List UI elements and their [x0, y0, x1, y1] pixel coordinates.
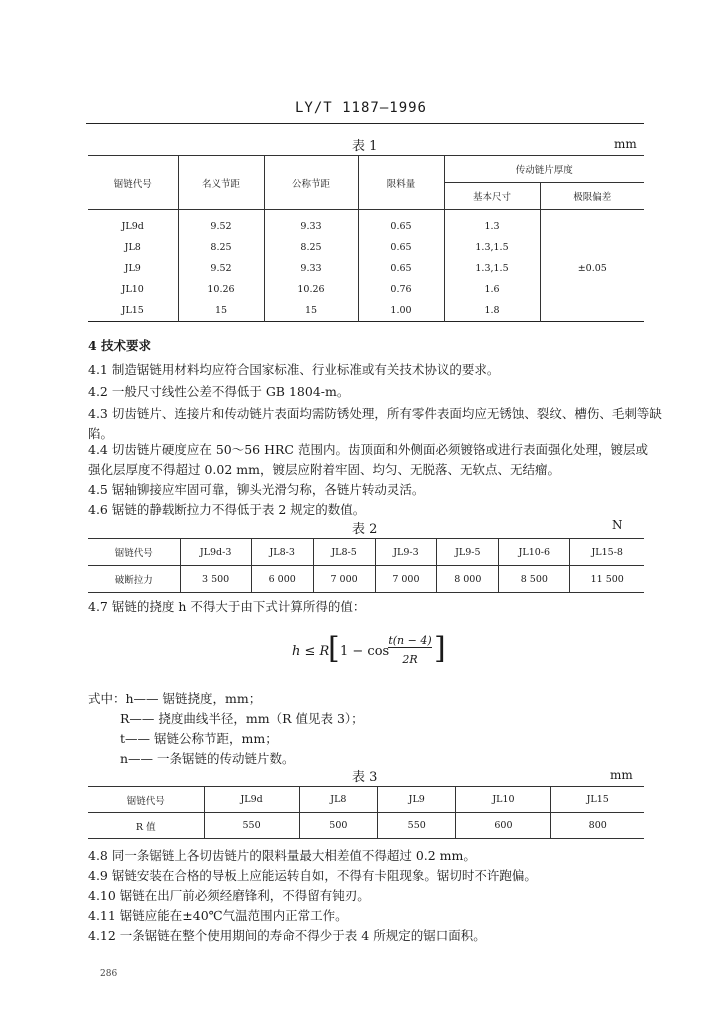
table-3 [88, 786, 644, 839]
paragraph: 4.12 一条锯链在整个使用期间的寿命不得少于表 4 所规定的锯口面积。 [88, 928, 486, 943]
cell: 500 [299, 813, 377, 839]
cell: 7 000 [313, 566, 375, 593]
cell: JL8 [299, 787, 377, 813]
table-row [88, 210, 644, 238]
cell: 11 500 [570, 566, 644, 593]
cell: 1.8 [444, 300, 540, 322]
header-pitch: 公称节距 [264, 156, 358, 210]
cell: 9.52 [178, 258, 264, 279]
header-kerf: 限料量 [358, 156, 444, 210]
table1-unit: mm [614, 137, 637, 151]
cell: 8.25 [264, 237, 358, 258]
paragraph: 4.10 锯链在出厂前必须经磨锋利，不得留有钝刃。 [88, 888, 370, 903]
cell: JL9-5 [437, 539, 499, 566]
cell: R 值 [88, 813, 204, 839]
table3-unit: mm [610, 768, 633, 782]
table-row [88, 539, 644, 566]
cell: 0.76 [358, 279, 444, 300]
table-2 [88, 538, 644, 593]
paragraph: 4.2 一般尺寸线性公差不得低于 GB 1804-m。 [88, 384, 350, 399]
cell: JL9 [88, 258, 178, 279]
table-row [88, 787, 644, 813]
cell: JL15-8 [570, 539, 644, 566]
cell: 9.33 [264, 258, 358, 279]
table2-caption: 表 2 [352, 522, 378, 537]
paragraph: 4.6 锯链的静载断拉力不得低于表 2 规定的数值。 [88, 502, 366, 517]
cell: 3 500 [180, 566, 251, 593]
cell: JL10 [456, 787, 551, 813]
paragraph: 4.11 锯链应能在±40℃气温范围内正常工作。 [88, 908, 348, 923]
formula-denominator: 2R [402, 653, 418, 666]
page-number: 286 [100, 969, 118, 979]
header-code: 锯链代号 [88, 156, 178, 210]
cell: JL8-5 [313, 539, 375, 566]
paragraph: 4.1 制造锯链用材料均应符合国家标准、行业标准或有关技术协议的要求。 [88, 362, 500, 377]
paragraph: 强化层厚度不得超过 0.02 mm，镀层应附着牢固、均匀、无脱落、无软点、无结瘤。 [88, 462, 560, 477]
header-drive-thickness: 传动链片厚度 [444, 156, 644, 183]
where-intro: 式中：h—— 锯链挠度，mm； [88, 691, 262, 706]
cell: 1.6 [444, 279, 540, 300]
header-tolerance: 极限偏差 [540, 183, 644, 210]
cell: 8.25 [178, 237, 264, 258]
cell: 1.3,1.5 [444, 237, 540, 258]
cell: 800 [551, 813, 644, 839]
header-base-size: 基本尺寸 [444, 183, 540, 210]
cell: 1.00 [358, 300, 444, 322]
cell: JL15 [551, 787, 644, 813]
tolerance-value: ±0.05 [540, 210, 644, 322]
cell: JL9-3 [375, 539, 437, 566]
cell: JL15 [88, 300, 178, 322]
cell: JL9d [204, 787, 299, 813]
cell: 9.33 [264, 210, 358, 238]
table-row [88, 566, 644, 593]
formula [292, 632, 452, 672]
cell: 10.26 [264, 279, 358, 300]
cell: 8 500 [499, 566, 570, 593]
where-t: t—— 锯链公称节距，mm； [120, 731, 278, 746]
standard-number: LY/T 1187—1996 [294, 100, 427, 116]
cell: 600 [456, 813, 551, 839]
cell: JL8 [88, 237, 178, 258]
cell: JL8-3 [251, 539, 313, 566]
cell: 7 000 [375, 566, 437, 593]
cell: 8 000 [437, 566, 499, 593]
cell: 9.52 [178, 210, 264, 238]
paragraph: 4.9 锯链安装在合格的导板上应能运转自如，不得有卡阻现象。锯切时不许跑偏。 [88, 868, 537, 883]
cell: 15 [178, 300, 264, 322]
cell: 0.65 [358, 258, 444, 279]
formula-numerator: t(n − 4) [388, 634, 432, 647]
cell: 0.65 [358, 237, 444, 258]
table-row [88, 813, 644, 839]
section-title: 4 技术要求 [88, 338, 152, 353]
cell: 锯链代号 [88, 787, 204, 813]
cell: JL10 [88, 279, 178, 300]
header-nominal-pitch: 名义节距 [178, 156, 264, 210]
table3-caption: 表 3 [352, 770, 378, 785]
cell: 0.65 [358, 210, 444, 238]
cell: 6 000 [251, 566, 313, 593]
paragraph: 4.3 切齿链片、连接片和传动链片表面均需防锈处理，所有零件表面均应无锈蚀、裂纹、槽伤、毛刺等缺 [88, 406, 662, 421]
paragraph: 4.5 锯轴铆接应牢固可靠，铆头光滑匀称，各链片转动灵活。 [88, 482, 425, 497]
paragraph: 4.4 切齿链片硬度应在 50～56 HRC 范围内。齿顶面和外侧面必须镀铬或进行表面强化处理，镀层或 [88, 442, 648, 457]
table-1 [88, 155, 644, 322]
paragraph: 4.8 同一条锯链上各切齿链片的限料量最大相差值不得超过 0.2 mm。 [88, 848, 476, 863]
cell: JL9d [88, 210, 178, 238]
cell: JL10-6 [499, 539, 570, 566]
where-r: R—— 挠度曲线半径，mm（R 值见表 3）； [120, 711, 364, 726]
table2-unit: N [612, 518, 623, 532]
cell: 15 [264, 300, 358, 322]
paragraph: 陷。 [88, 426, 114, 441]
cell: 550 [204, 813, 299, 839]
formula-bracket-close: ] [434, 631, 446, 666]
cell: 1.3,1.5 [444, 258, 540, 279]
where-n: n—— 一条锯链的传动链片数。 [120, 751, 295, 766]
header-rule [86, 123, 644, 124]
cell: 锯链代号 [88, 539, 180, 566]
cell: 10.26 [178, 279, 264, 300]
cell: 1.3 [444, 210, 540, 238]
paragraph: 4.7 锯链的挠度 h 不得大于由下式计算所得的值： [88, 599, 366, 614]
table1-caption: 表 1 [352, 139, 378, 154]
cell: JL9d-3 [180, 539, 251, 566]
formula-lhs: h ≤ R [292, 644, 330, 659]
cell: 破断拉力 [88, 566, 180, 593]
cell: 550 [378, 813, 456, 839]
cell: JL9 [378, 787, 456, 813]
formula-bracket-open: [ [328, 631, 340, 666]
formula-one-minus-cos: 1 − cos [340, 644, 390, 659]
